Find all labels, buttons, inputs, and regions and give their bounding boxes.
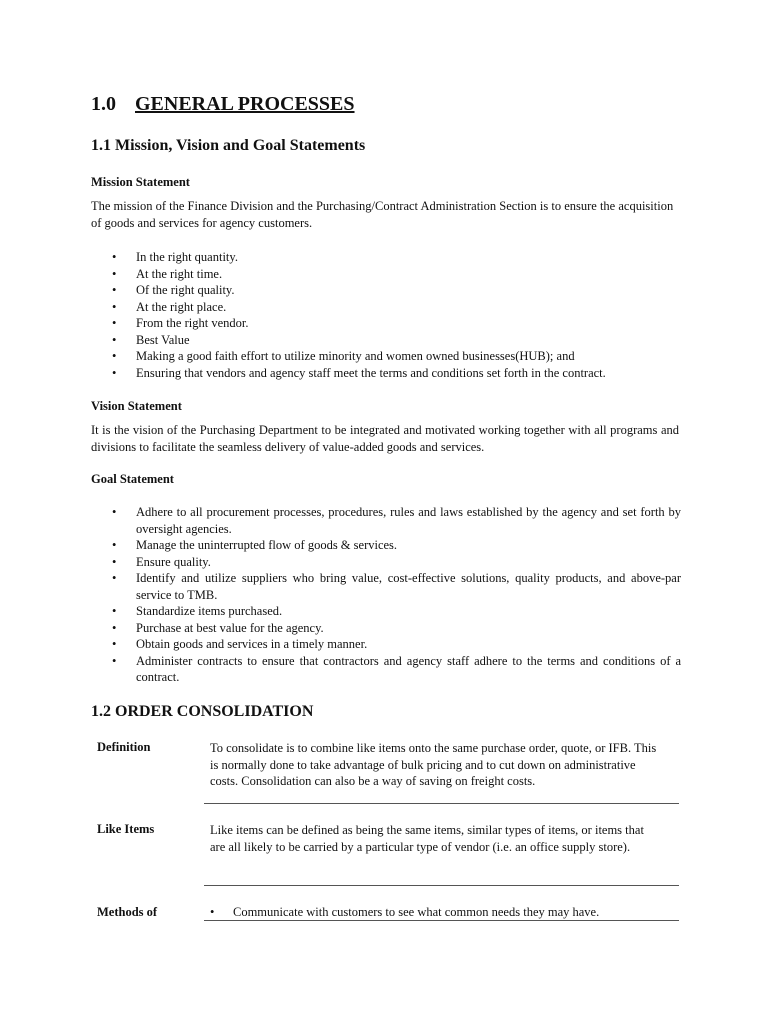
- bullet-icon: •: [112, 283, 117, 297]
- list-item: • Of the right quality.: [112, 283, 235, 297]
- bullet-icon: •: [112, 266, 117, 281]
- list-item: • Manage the uninterrupted flow of goods & services.: [112, 538, 398, 552]
- goal-bullet-list: [91, 504, 681, 686]
- list-item: • Identify and utilize suppliers who bring value, cost-effective solutions, quality products, and above-par service to TMB.: [112, 571, 681, 602]
- like-items-text: Like items can be defined as being the same items, similar types of items, or items that are all likely to be carried by a particular type of vendor (i.e. an office supply store).: [210, 823, 644, 854]
- list-item: • Best Value: [112, 332, 190, 347]
- bullet-icon: •: [112, 620, 117, 635]
- bullet-icon: •: [112, 349, 117, 363]
- bullet-icon: •: [112, 571, 117, 585]
- list-item: • At the right place.: [112, 299, 227, 314]
- page-title: [91, 93, 355, 116]
- definition-label: Definition: [97, 740, 151, 754]
- mission-statement-text: The mission of the Finance Division and the Purchasing/Contract Administration Section is to ensure the acquisition of goods and services for agency customers.: [91, 199, 674, 230]
- bullet-icon: •: [112, 250, 117, 264]
- heading-title: GENERAL PROCESSES: [135, 93, 355, 115]
- list-item: • Obtain goods and services in a timely manner.: [112, 637, 368, 651]
- bullet-icon: •: [112, 365, 117, 380]
- bullet-icon: •: [112, 505, 117, 519]
- list-item: • In the right quantity.: [112, 250, 238, 264]
- definition-text: To consolidate is to combine like items onto the same purchase order, quote, or IFB. This is normally done to take advantage of bulk pricing and to cut down on administrative costs. Consolidation can also be a way of saving on freight costs.: [210, 741, 657, 788]
- list-item: • Ensuring that vendors and agency staff meet the terms and conditions set forth in the contract.: [112, 365, 606, 380]
- list-item: • At the right time.: [112, 266, 223, 281]
- goal-statement-heading: Goal Statement: [91, 472, 174, 486]
- section-heading-order-consolidation: 1.2 ORDER CONSOLIDATION: [91, 703, 314, 720]
- list-item: • Administer contracts to ensure that contractors and agency staff adhere to the terms and conditions of a contract.: [112, 653, 681, 684]
- section-heading-mission-vision-goal: 1.1 Mission, Vision and Goal Statements: [91, 137, 366, 154]
- methods-bullet: • Communicate with customers to see what common needs they may have.: [210, 905, 600, 919]
- list-item: • From the right vendor.: [112, 316, 249, 330]
- list-item: • Purchase at best value for the agency.: [112, 620, 324, 635]
- table-divider: [204, 920, 679, 921]
- list-item: • Making a good faith effort to utilize minority and women owned businesses(HUB); and: [112, 349, 575, 363]
- bullet-icon: •: [112, 653, 117, 668]
- bullet-icon: •: [112, 332, 117, 347]
- bullet-icon: •: [112, 538, 117, 552]
- bullet-icon: •: [112, 637, 117, 651]
- vision-statement-heading: Vision Statement: [91, 399, 182, 413]
- list-item: • Standardize items purchased.: [112, 604, 283, 618]
- bullet-icon: •: [112, 316, 117, 330]
- bullet-icon: •: [210, 905, 215, 919]
- methods-label: Methods of: [97, 905, 158, 919]
- like-items-label: Like Items: [97, 822, 155, 836]
- table-divider: [204, 803, 679, 804]
- bullet-icon: •: [112, 604, 117, 618]
- heading-number: 1.0: [91, 93, 116, 115]
- vision-statement-text: It is the vision of the Purchasing Department to be integrated and motivated working together with all programs and divisions to facilitate the seamless delivery of value-added goods and services.: [91, 423, 679, 454]
- bullet-icon: •: [112, 299, 117, 314]
- mission-bullet-list: [91, 249, 681, 381]
- list-item: • Ensure quality.: [112, 554, 211, 569]
- mission-statement-heading: Mission Statement: [91, 175, 190, 189]
- list-item: • Adhere to all procurement processes, procedures, rules and laws established by the agency and set forth by oversight agencies.: [112, 505, 681, 536]
- table-divider: [204, 885, 679, 886]
- bullet-icon: •: [112, 554, 117, 569]
